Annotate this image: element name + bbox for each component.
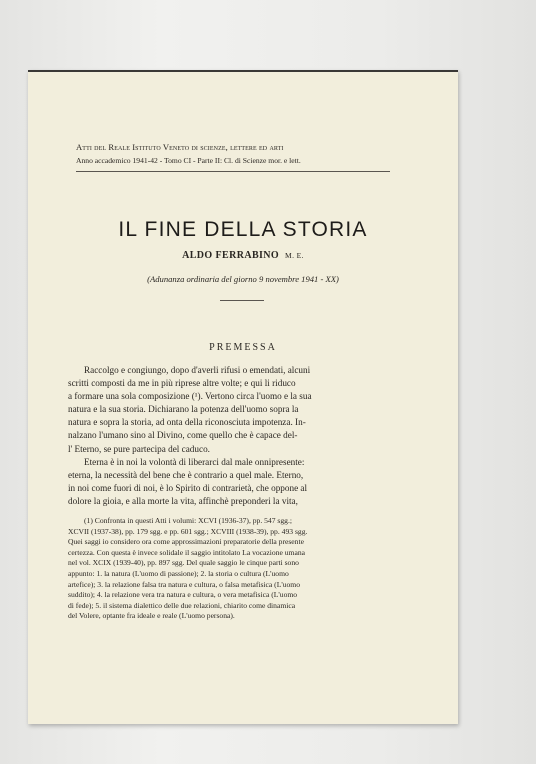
- body-text: [68, 364, 392, 508]
- volume-info: Anno accademico 1941-42 - Tomo CI - Parte II: Cl. di Scienze mor. e lett.: [76, 156, 301, 165]
- article-title: IL FINE DELLA STORIA: [118, 218, 368, 241]
- author-line: [28, 250, 458, 261]
- body-line: scritti composti da me in più riprese altre volte; e qui li riduco: [68, 378, 296, 389]
- author-honor: M. E.: [285, 251, 304, 260]
- title-divider: [220, 300, 264, 301]
- footnote: [68, 516, 392, 622]
- body-line: natura e la sua storia. Dichiarano la potenza dell'uomo sopra la: [68, 404, 299, 415]
- footnote-line: (1) Confronta in questi Atti i volumi: XCVI (1936-37), pp. 547 sgg.;: [84, 516, 292, 525]
- author-name: ALDO FERRABINO: [182, 250, 280, 261]
- section-heading: PREMESSA: [209, 342, 277, 353]
- footnote-line: Quei saggi io considero ora come approssimazioni preparatorie della presente: [68, 537, 304, 547]
- publication-header: [76, 142, 396, 165]
- body-line: Raccolgo e congiungo, dopo d'averli rifusi o emendati, alcuni: [84, 365, 311, 375]
- footnote-line: di fede); 5. il sistema dialettico delle due relazioni, chiarito come dinamica: [68, 600, 296, 610]
- footnote-line: XCVII (1937-38), pp. 179 sgg. e pp. 601 sgg.; XCVIII (1938-39), pp. 493 sgg.: [68, 526, 308, 536]
- footnote-line: certezza. Con questa è invece solidale il saggio intitolato La vocazione umana: [68, 547, 306, 557]
- footnote-line: del Volere, optante fra ideale e reale (L'uomo persona).: [68, 611, 235, 621]
- body-line: natura e sopra la storia, ad onta della riconosciuta impotenza. In-: [68, 417, 306, 428]
- body-line: nalzano l'umano sino al Divino, come quello che è capace del-: [68, 430, 298, 441]
- body-line: in noi come fuori di noi, è lo Spirito di contrarietà, che oppone al: [68, 482, 308, 493]
- body-line: l' Eterno, se pure partecipa del caduco.: [68, 443, 210, 454]
- document-page: [28, 70, 458, 724]
- series-title: Atti del Reale Istituto Veneto di scienze, lettere ed arti: [76, 142, 284, 152]
- session-note: (Adunanza ordinaria del giorno 9 novembre 1941 - XX): [147, 274, 339, 284]
- body-line: eterna, la necessità del bene che è contrario a quel male. Eterno,: [68, 469, 304, 480]
- footnote-line: suddito); 4. la relazione vera tra natura e cultura, o vera metafisica (L'uomo: [68, 590, 298, 600]
- footnote-line: appunto: 1. la natura (L'uomo di passione); 2. la storia o cultura (L'uomo: [68, 568, 289, 578]
- footnote-line: nel vol. XCIX (1939-40), pp. 897 sgg. Del quale saggio le cinque parti sono: [68, 558, 299, 568]
- body-line: dolore la gioia, e alla morte la vita, affinchè preponderi la vita,: [68, 495, 298, 506]
- body-line: Eterna è in noi la volontà di liberarci dal male onnipresente:: [84, 456, 305, 467]
- body-line: a formare una sola composizione (¹). Vertono circa l'uomo e la sua: [68, 391, 312, 402]
- page-top-edge: [28, 70, 458, 72]
- footnote-line: artefice); 3. la relazione falsa tra natura e cultura, o falsa metafisica (L'uomo: [68, 579, 301, 589]
- header-rule: [76, 171, 390, 172]
